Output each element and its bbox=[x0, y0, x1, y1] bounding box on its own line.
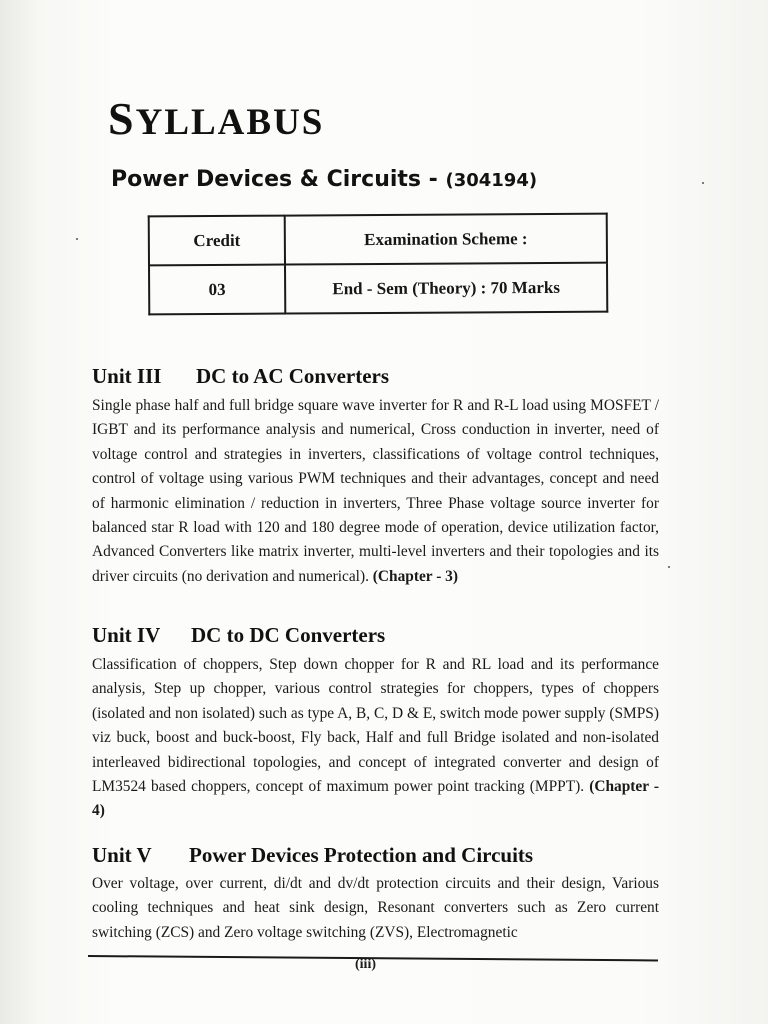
syllabus-title bbox=[108, 93, 325, 144]
exam-scheme-value: End - Sem (Theory) : 70 Marks bbox=[285, 263, 607, 314]
unit-description bbox=[92, 872, 659, 945]
subject-code: (304194) bbox=[445, 170, 538, 191]
unit-number: Unit IV bbox=[92, 623, 161, 647]
paper-speck bbox=[76, 238, 78, 240]
credit-value: 03 bbox=[149, 265, 285, 315]
paper-speck bbox=[702, 182, 704, 184]
credit-header: Credit bbox=[149, 216, 285, 266]
unit-heading bbox=[92, 623, 385, 648]
table-row bbox=[149, 263, 607, 315]
unit-title: DC to DC Converters bbox=[191, 623, 386, 647]
unit-number: Unit V bbox=[92, 843, 152, 867]
subject-name: Power Devices & Circuits - bbox=[111, 167, 446, 192]
unit-heading bbox=[92, 843, 533, 868]
unit-heading bbox=[92, 364, 389, 389]
exam-scheme-header: Examination Scheme : bbox=[285, 214, 607, 265]
chapter-reference: (Chapter - 4) bbox=[92, 778, 659, 820]
unit-body-text: Classification of choppers, Step down chopper for R and RL load and its performance analysis, Step up chopper, various control strategies for choppers, types of choppers (isolated and non isolated) such as type A, B, C, D & E, switch mode power supply (SMPS) viz buck, boost and buck-boost, Fly back, Half and full Bridge isolated and non-isolated interleaved bidirectional topologies, and concept of integrated converter and design of LM3524 based choppers, concept of maximum power point tracking (MPPT). bbox=[92, 656, 659, 796]
exam-scheme-table bbox=[148, 213, 609, 316]
unit-title: DC to AC Converters bbox=[196, 364, 390, 388]
table-header-row bbox=[149, 214, 607, 266]
chapter-reference: (Chapter - 3) bbox=[372, 567, 459, 585]
page-number: (iii) bbox=[355, 957, 376, 972]
title-rest: YLLABUS bbox=[135, 102, 325, 143]
unit-body-text: Single phase half and full bridge square wave inverter for R and R-L load using MOSFET / IGBT and its performance analysis and numerical, Cross conduction in inverter, need of voltage control and strategies in inverters, classifications of voltage control techniques, control of voltage using various PWM techniques and their advantages, concept and need of harmonic elimination / reduction in inverters, Three Phase voltage source inverter for balanced star R load with 120 and 180 degree mode of operation, device utilization factor, Advanced Converters like matrix inverter, multi-level inverters and their topologies and its driver circuits (no derivation and numerical). bbox=[92, 397, 659, 585]
unit-number: Unit III bbox=[92, 364, 162, 388]
subject-heading bbox=[111, 167, 537, 192]
title-initial: S bbox=[108, 93, 136, 144]
unit-description bbox=[92, 394, 659, 589]
unit-description bbox=[92, 653, 659, 824]
unit-title: Power Devices Protection and Circuits bbox=[189, 843, 534, 867]
unit-body-text: Over voltage, over current, di/dt and dv/dt protection circuits and their design, Various cooling techniques and heat sink design, Resonant converters such as Zero current switching (ZCS) and Zero voltage switching (ZVS), Electromagnetic bbox=[92, 875, 659, 941]
paper-speck bbox=[668, 566, 670, 568]
